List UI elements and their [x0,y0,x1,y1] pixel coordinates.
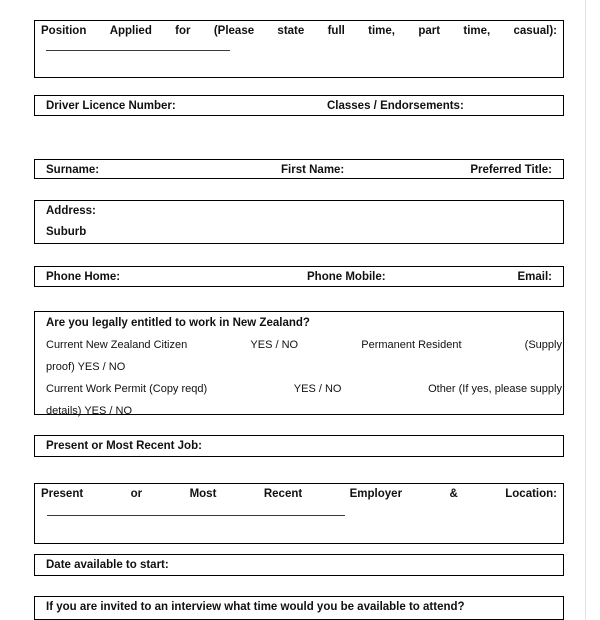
position-word-7: part [418,25,441,37]
work-permit-label: Current Work Permit (Copy reqd) [46,383,208,395]
employer-word-4: Employer [349,488,403,500]
employer-answer-line[interactable] [47,515,345,516]
citizen-yes-no[interactable]: YES / NO [250,339,299,351]
position-word-4: state [277,25,305,37]
employer-word-3: Recent [263,488,303,500]
driver-licence-box [34,95,564,116]
preferred-title-label: Preferred Title: [470,164,552,176]
work-entitlement-heading: Are you legally entitled to work in New Zealand? [46,317,310,329]
phone-home-label: Phone Home: [46,271,121,283]
permanent-resident-label: Permanent Resident [361,339,462,351]
position-applied-label-row [41,21,557,42]
contact-box [34,266,564,287]
work-permit-yes-no[interactable]: YES / NO [293,383,342,395]
employer-word-0: Present [41,488,84,500]
employer-word-1: or [130,488,143,500]
position-word-8: time, [463,25,491,37]
surname-label: Surname: [46,164,100,176]
address-label: Address: [46,205,96,217]
email-label: Email: [517,271,552,283]
other-supply-text-start: Other (If yes, please supply [428,383,562,395]
position-applied-box [34,20,564,78]
employer-location-box [34,483,564,544]
position-word-6: time, [368,25,395,37]
phone-mobile-label: Phone Mobile: [307,271,386,283]
work-permit-row [41,378,562,400]
work-entitlement-box [34,311,564,415]
employer-word-2: Most [189,488,217,500]
position-word-9: casual): [513,25,557,37]
supply-proof-text-start: (Supply [524,339,562,351]
interview-availability-box [34,596,564,620]
start-date-box [34,554,564,576]
recent-job-box [34,435,564,457]
address-box [34,200,564,244]
employer-label-row [41,484,557,505]
name-box [34,159,564,179]
contact-label-row [41,267,557,288]
other-details-yes-no-row[interactable]: details) YES / NO [46,405,132,417]
driver-licence-number-label: Driver Licence Number: [46,100,176,112]
name-label-row [41,160,557,181]
position-word-0: Position [41,25,87,37]
driver-licence-label-row [41,96,557,117]
position-word-3: (Please [213,25,255,37]
suburb-label: Suburb [46,226,87,238]
position-word-1: Applied [109,25,152,37]
interview-availability-label: If you are invited to an interview what time would you be available to attend? [46,601,465,613]
position-applied-answer-line[interactable] [46,50,230,51]
classes-endorsements-label: Classes / Endorsements: [327,100,464,112]
supply-proof-yes-no-row[interactable]: proof) YES / NO [46,361,126,373]
first-name-label: First Name: [281,164,345,176]
recent-job-label: Present or Most Recent Job: [46,440,202,452]
employer-word-5: & [449,488,458,500]
employer-word-6: Location: [505,488,557,500]
citizen-label: Current New Zealand Citizen [46,339,188,351]
citizen-resident-row [41,334,562,356]
start-date-label: Date available to start: [46,559,169,571]
position-word-2: for [175,25,191,37]
position-word-5: full [327,25,345,37]
